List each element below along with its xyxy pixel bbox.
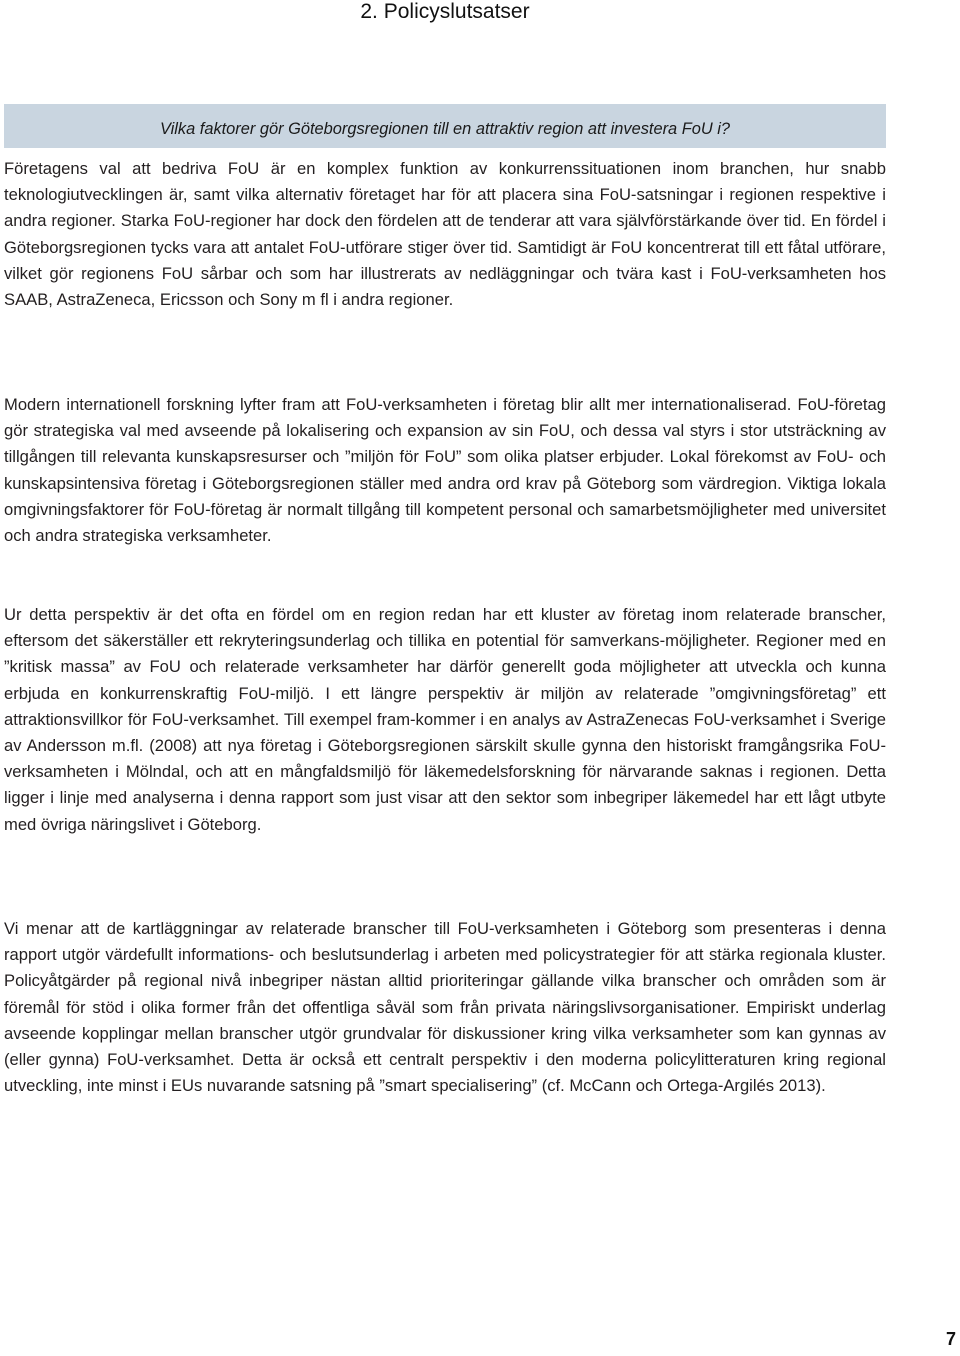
paragraph-1: Företagens val att bedriva FoU är en komplex funktion av konkurrenssituationen inom branchen, hur snabb teknologiutvecklingen är, samt vilka alternativ företaget har för att placera sina FoU-satsningar i regionen respektive i andra regioner. Starka FoU-regioner har dock den fördelen att de tenderar att vara självförstärkande över tid. En fördel i Göteborgsregionen tycks vara att antalet FoU-utförare stiger över tid. Samtidigt är FoU koncentrerat till ett fåtal utförare, vilket gör regionens FoU sårbar och som har illustrerats av nedläggningar och tvära kast i FoU-verksamheten hos SAAB, AstraZeneca, Ericsson och Sony m fl i andra regioner. [4,159,886,310]
callout-question: Vilka faktorer gör Göteborgsregionen till en attraktiv region att investera FoU i? [159,120,730,138]
page-title: 2. Policyslutsatser [360,0,530,23]
paragraph-4: Vi menar att de kartläggningar av relaterade branscher till FoU-verksamheten i Göteborg som presenteras i denna rapport utgör värdefullt informations- och beslutsunderlag i arbeten med policystrategier för att stärka regionala kluster. Policyåtgärder på regional nivå inbegriper nästan alltid prioriteringar gällande vilka branscher och områden som är föremål för stöd i olika former från det offentliga såväl som från privata näringslivsorganisationer. Empiriskt underlag avseende kopplingar mellan branscher utgör grundvalar för diskussioner kring vilka verksamheter som kan gynnas av (eller gynna) FoU-verksamhet. Detta är också ett centralt perspektiv i den moderna policylitteraturen kring regional utveckling, inte minst i EUs nuvarande satsning på ”smart specialisering” (cf. McCann och Ortega-Argilés 2013). [4,919,886,1096]
paragraph-3: Ur detta perspektiv är det ofta en fördel om en region redan har ett kluster av företag inom relaterade branscher, eftersom det säkerställer ett rekryteringsunderlag och tillika en potential för samverkans-möjligheter. Regioner med en ”kritisk massa” av FoU och relaterade verksamheter har därför generellt goda möjligheter att utveckla och kunna erbjuda en konkurrenskraftig FoU-miljö. I ett längre perspektiv är miljön av relaterade ”omgivningsföretag” ett attraktionsvillkor för FoU-verksamhet. Till exempel fram-kommer i en analys av AstraZenecas FoU-verksamhet i Sverige av Andersson m.fl. (2008) att nya företag i Göteborgsregionen särskilt skulle gynna den historiskt framgångsrika FoU-verksamheten i Mölndal, och att en mångfaldsmiljö för läkemedelsforskning för närvarande saknas i regionen. Detta ligger i linje med analyserna i denna rapport som just visar att den sektor som inbegriper läkemedel har ett lågt utbyte med övriga näringslivet i Göteborg. [4,605,886,834]
question-callout-box [4,104,886,148]
page-number: 7 [945,1329,956,1349]
paragraph-2: Modern internationell forskning lyfter fram att FoU-verksamheten i företag blir allt mer internationaliserad. FoU-företag gör strategiska val med avseende på lokalisering och expansion av sin FoU, och dessa val styrs i stor utsträckning av tillgången till relevanta kunskapsresurser och ”miljön för FoU” som olika platser erbjuder. Lokal förekomst av FoU- och kunskapsintensiva företag i Göteborgsregionen ställer med andra ord krav på Göteborg som värdregion. Viktiga lokala omgivningsfaktorer för FoU-företag är normalt tillgång till kompetent personal och samarbetsmöjligheter med universitet och andra strategiska verksamheter. [4,395,886,546]
